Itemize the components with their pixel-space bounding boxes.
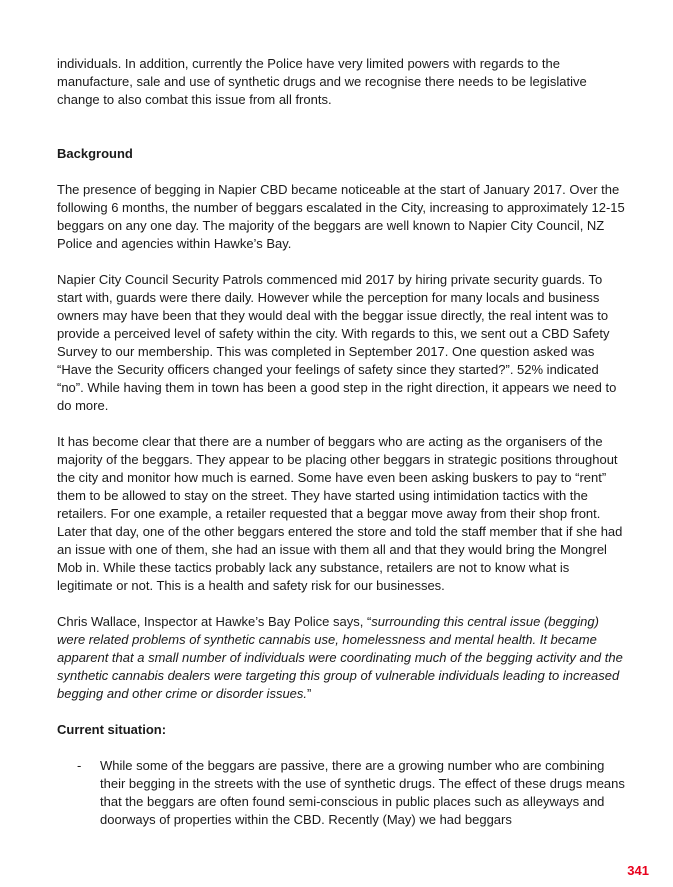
quote-body: surrounding this central issue (begging) were related problems of synthetic cannabis use, homelessness and mental health. It became apparent that a small number of individuals were coordinating much of the begging activity and the synthetic cannabis dealers were targeting this group of vulnerable individuals leading to increased begging and other crime or disorder issues. bbox=[57, 614, 623, 701]
document-page bbox=[57, 55, 625, 829]
background-heading: Background bbox=[57, 146, 133, 161]
current-situation-list bbox=[57, 757, 625, 829]
spacer bbox=[57, 739, 625, 757]
spacer bbox=[57, 163, 625, 181]
spacer bbox=[57, 109, 625, 145]
background-paragraph-3: It has become clear that there are a number of beggars who are acting as the organisers of the majority of the beggars. They appear to be placing other beggars in strategic positions throughout the city and monitor how much is earned. Some have even been asking buskers to pay to “rent” them to be allowed to stay on the street. They have started using intimidation tactics with the retailers. For one example, a retailer requested that a beggar move away from their shop front. Later that day, one of the other beggars entered the store and told the staff member that if she had an issue with one of them, she had an issue with them all and that they would bring the Mongrel Mob in. While these tactics probably lack any substance, retailers are not to know what is legitimate or not. This is a health and safety risk for our businesses. bbox=[57, 434, 623, 593]
list-item bbox=[57, 757, 625, 829]
list-item-text: While some of the beggars are passive, there are a growing number who are combining their begging in the streets with the use of synthetic drugs. The effect of these drugs means that the beggars are often found semi-conscious in public places such as alleyways and doorways of properties within the CBD. Recently (May) we had beggars bbox=[100, 758, 625, 827]
spacer bbox=[57, 595, 625, 613]
current-situation-heading: Current situation: bbox=[57, 722, 167, 737]
spacer bbox=[57, 415, 625, 433]
spacer bbox=[57, 703, 625, 721]
police-quote-paragraph bbox=[57, 613, 625, 703]
dash-bullet-icon: - bbox=[77, 758, 82, 773]
page-number: 341 bbox=[627, 863, 649, 878]
spacer bbox=[57, 253, 625, 271]
background-paragraph-2: Napier City Council Security Patrols commenced mid 2017 by hiring private security guards. To start with, guards were there daily. However while the perception for many locals and business owners may have been that they would deal with the beggar issue directly, the real intent was to provide a perceived level of safety within the city. With regards to this, we sent out a CBD Safety Survey to our membership. This was completed in September 2017. One question asked was “Have the Security officers changed your feelings of safety since they started?”. 52% indicated “no”. While having them in town has been a good step in the right direction, it appears we need to do more. bbox=[57, 272, 617, 413]
intro-paragraph: individuals. In addition, currently the Police have very limited powers with regards to the manufacture, sale and use of synthetic drugs and we recognise there needs to be legislative change to also combat this issue from all fronts. bbox=[57, 56, 587, 107]
background-paragraph-1: The presence of begging in Napier CBD became noticeable at the start of January 2017. Over the following 6 months, the number of beggars escalated in the City, increasing to approximately 12-15 beggars on any one day. The majority of the beggars are well known to Napier City Council, NZ Police and agencies within Hawke’s Bay. bbox=[57, 182, 625, 251]
quote-lead: Chris Wallace, Inspector at Hawke’s Bay Police says, “ bbox=[57, 614, 372, 629]
quote-close: ” bbox=[307, 686, 312, 701]
